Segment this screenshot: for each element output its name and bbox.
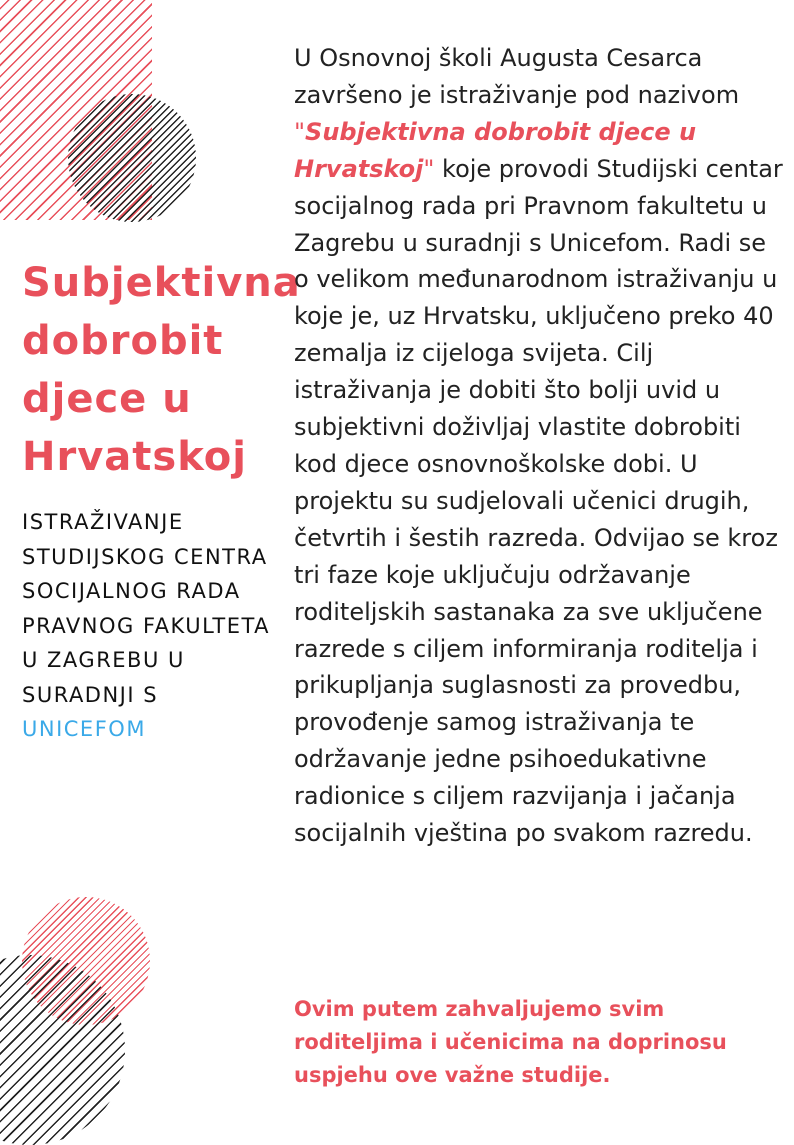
body-rest: koje provodi Studijski centar socijalnog rada pri Pravnom fakultetu u Zagrebu u suradnji s Unicefom. Radi se o velikom međunarodnom istraživanju u koje je, uz Hrvatsku, uključeno preko 40 zemalja iz cijeloga svijeta. Cilj istraživanja je dobiti što bolji uvid u subjektivni doživljaj vlastite dobrobiti kod djece osnovnoškolske dobi. U projektu su sudjelovali učenici drugih, četvrtih i šestih razreda. Odvijao se kroz tri faze koje uključuju održavanje roditeljskih sastanaka za sve uključene razrede s ciljem informiranja roditelja i prikupljanja suglasnosti za provedbu, provođenje samog istraživanja te održavanje jedne psihoedukativne radionice s ciljem razvijanja i jačanja socijalnih vještina po svakom razredu. xyxy=(294,154,783,848)
subtitle xyxy=(22,505,284,747)
page-title: Subjektivna dobrobit djece u Hrvatskoj xyxy=(22,260,301,480)
decorative-striped-circle-top xyxy=(68,94,196,222)
body-emphasis: Subjektivna dobrobit djece u Hrvatskoj xyxy=(294,117,697,183)
body-text xyxy=(294,40,786,852)
subtitle-main: ISTRAŽIVANJE STUDIJSKOG CENTRA SOCIJALNOG RADA PRAVNOG FAKULTETA U ZAGREBU U SURADNJI S xyxy=(22,510,271,707)
thanks-note: Ovim putem zahvaljujemo svim roditeljima i učenicima na doprinosu uspjehu ove važne studije. xyxy=(294,997,727,1087)
body-intro: U Osnovnoj školi Augusta Cesarca završeno je istraživanje pod nazivom xyxy=(294,44,740,109)
quote-close: " xyxy=(423,154,435,183)
quote-open: " xyxy=(294,117,306,146)
subtitle-highlight: UNICEFOM xyxy=(22,717,146,741)
